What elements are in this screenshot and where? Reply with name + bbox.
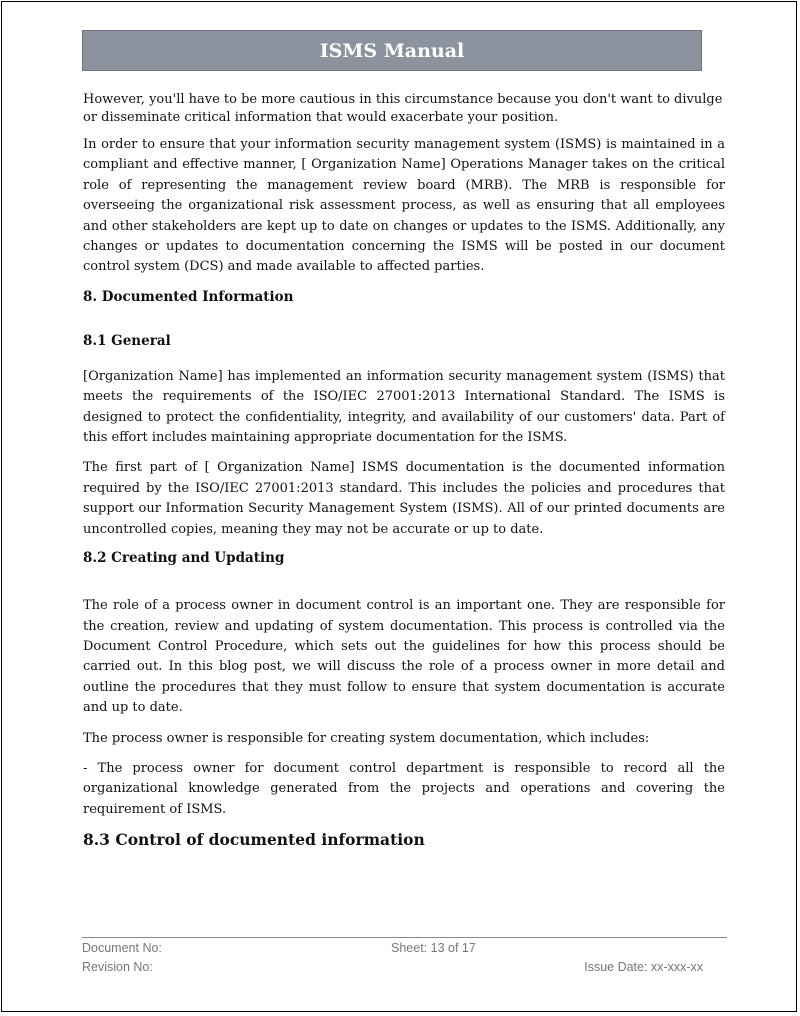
creating-paragraph-3: - The process owner for document control department is responsible to record all the organizational knowledge generated from the projects and operations and covering the requirement of ISMS. xyxy=(83,760,725,817)
mrb-paragraph: In order to ensure that your information security management system (ISMS) is maintained in a compliant and effective manner, [ Organization Name] Operations Manager takes on the critical role of representing the management review board (MRB). The MRB is responsible for overseeing the organizational risk assessment process, as well as ensuring that all employees and other stakeholders are kept up to date on changes or updates to the ISMS. Additionally, any changes or updates to documentation concerning the ISMS will be posted in our document control system (DCS) and made available to affected parties. xyxy=(83,137,725,275)
creating-paragraph-1: The role of a process owner in document control is an important one. They are responsible for the creation, review and updating of system documentation. This process is controlled via the Document Control Procedure, which sets out the guidelines for how this process should be carried out. In this blog post, we will discuss the role of a process owner in more detail and outline the procedures that they must follow to ensure that system documentation is accurate and up to date. xyxy=(83,598,725,716)
section-8-2-heading: 8.2 Creating and Updating xyxy=(83,550,285,567)
section-8-1-heading: 8.1 General xyxy=(83,332,171,349)
section-8-heading: 8. Documented Information xyxy=(83,288,294,305)
page-footer xyxy=(82,937,727,978)
intro-paragraph: However, you'll have to be more cautious in this circumstance because you don't want to divulge or disseminate critical information that would exacerbate your position. xyxy=(83,92,723,125)
creating-paragraph-2: The process owner is responsible for creating system documentation, which includes: xyxy=(83,730,650,746)
general-paragraph-1: [Organization Name] has implemented an information security management system (ISMS) that meets the requirements of the ISO/IEC 27001:2013 International Standard. The ISMS is designed to protect the confidentiality, integrity, and availability of our customers' data. Part of this effort includes maintaining appropriate documentation for the ISMS. xyxy=(83,368,725,446)
footer-issue-date: Issue Date: xx-xxx-xx xyxy=(584,960,703,974)
document-page xyxy=(1,1,797,1012)
general-paragraph-2: The first part of [ Organization Name] ISMS documentation is the documented information required by the ISO/IEC 27001:2013 standard. This includes the policies and procedures that support our Information Security Management System (ISMS). All of our printed documents are uncontrolled copies, meaning they may not be accurate or up to date. xyxy=(83,460,725,537)
footer-revision-no: Revision No: xyxy=(82,960,153,974)
page-title: ISMS Manual xyxy=(82,30,702,71)
footer-sheet-number: Sheet: 13 of 17 xyxy=(391,941,476,955)
section-8-3-heading: 8.3 Control of documented information xyxy=(83,830,425,850)
document-body xyxy=(83,91,725,849)
footer-document-no: Document No: xyxy=(82,941,162,955)
